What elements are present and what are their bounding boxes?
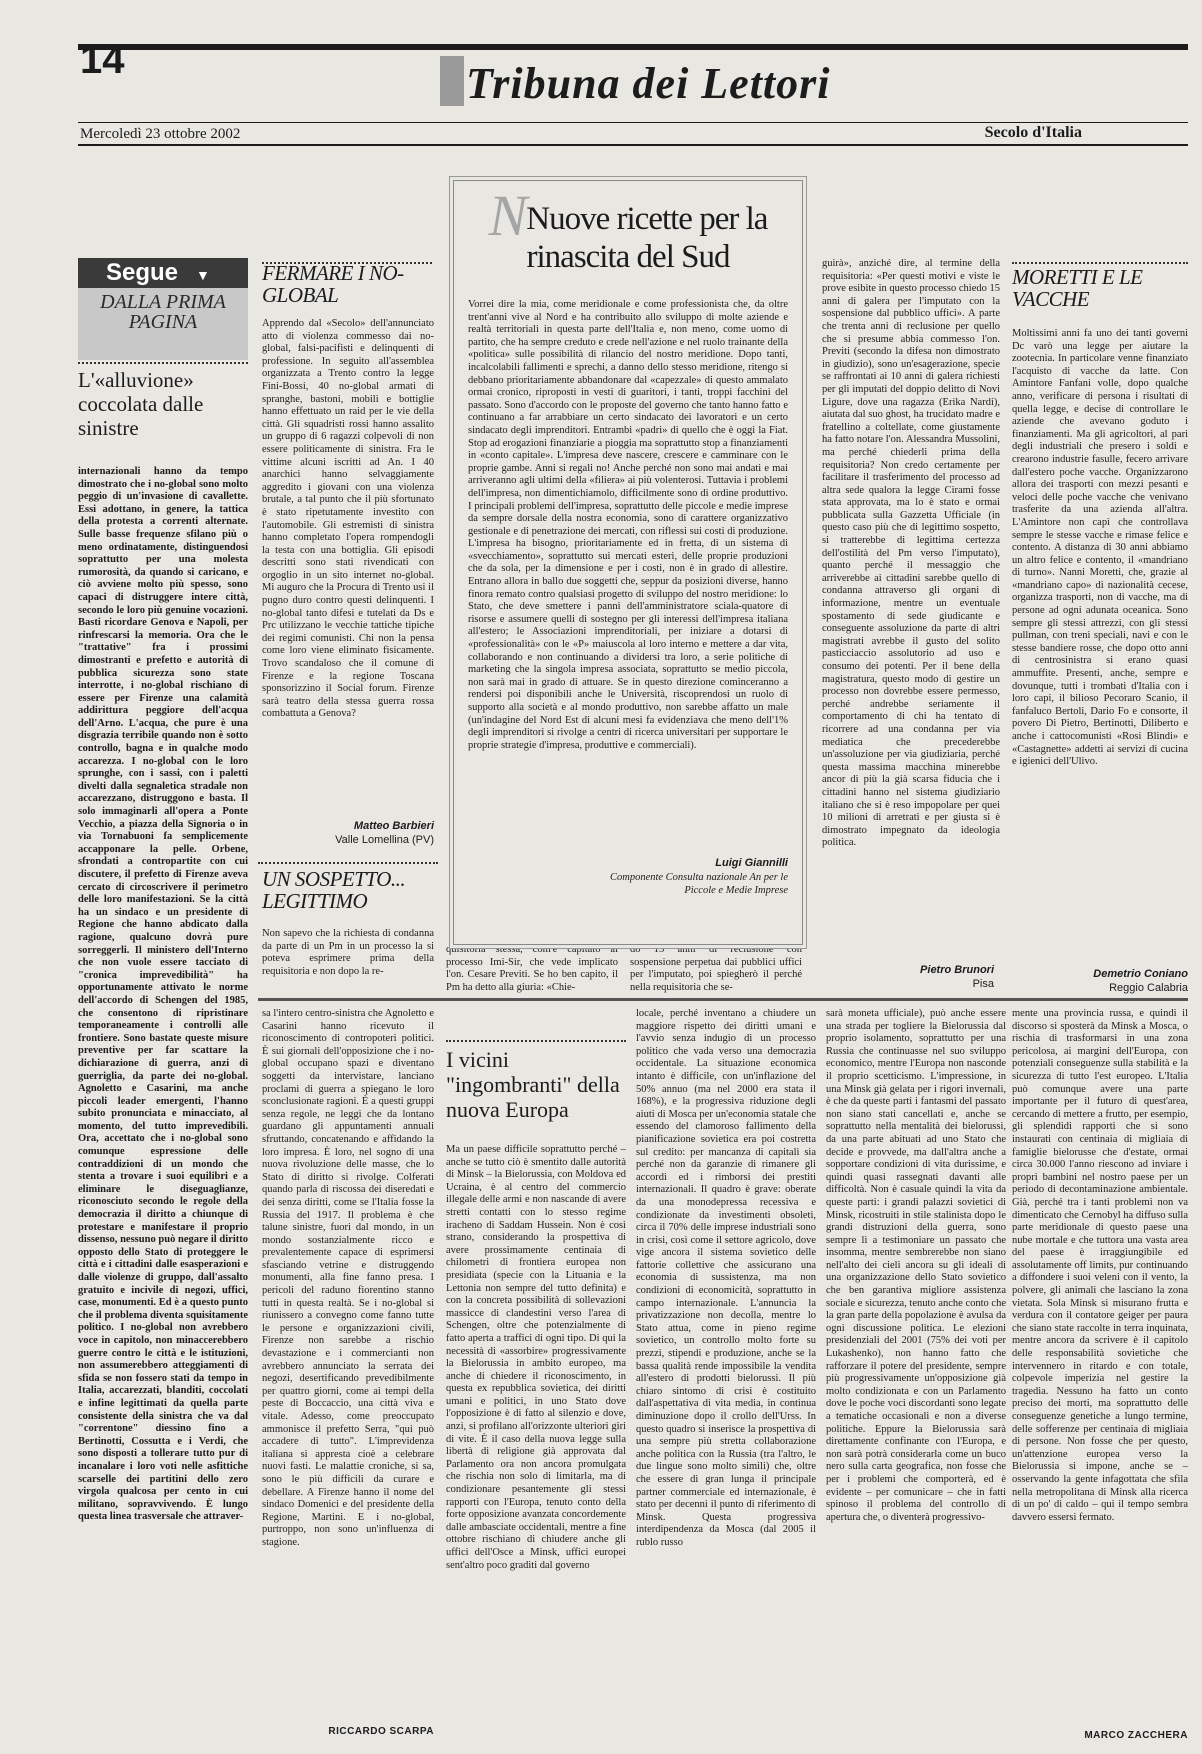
sospetto-divider — [258, 862, 438, 864]
nuove-title-initial: N — [488, 183, 527, 248]
page-number: 14 — [80, 38, 125, 82]
masthead — [440, 56, 831, 109]
fermare-divider — [262, 262, 432, 264]
moretti-divider — [1012, 262, 1188, 264]
sospetto-author: Pietro Brunori — [920, 964, 994, 976]
vicini-col4: mente una provincia russa, e quindi il discorso si sposterà da Minsk a Mosca, o rischia di trasformarsi in una zona pericolosa, ai margini dell'Europa, con potenziali conseguenze sulla stabilità e la sicurezza di tutto l'est europeo. L'Italia può comunque avere una parte importante per il futuro di quest'area, cercando di mettere a frutto, per esempio, gli splendidi rapporti che si sono instaurati con centinaia di migliaia di famiglie bielorusse che d'estate, ormai circa 30.000 l'anno riescono ad inviare i propri bambini nel nostro paese per un periodo di decontaminazione ambientale. Già, perché tra i tanti problemi non va dimenticato che Cernobyl ha diffuso sulla parte meridionale di questo paese una nube mortale e che tuttora una vasta area del paese è irraggiungibile ed assolutamente off limits, pur continuando a diffondere i suoi veleni con il vento, la polvere, gli animali che lasciano la zona vietata. Sola Minsk si misurano frutta e verdura con il contatore geiger per paura che siano state raccolte in terra inquinata, mentre ancora da scrivere è il capitolo delle responsabilità sovietiche che intervennero in ritardo e con totale, colpevole imperizia nel gestire la tragedia. Nessuno ha fatto un conto preciso dei morti, ma soprattutto delle conseguenze genetiche a lungo termine, delle sofferenze per centinaia di migliaia di persone. Non fosse che per questo, un'attenzione europea verso la Bielorussia si impone, anche se – osservando la gente infagottata che sfila nella metropolitana di Minsk alla ricerca di un po' di caldo – qui il tempo sembra davvero essersi fermato. — [1012, 1008, 1188, 1523]
vicini-col1: Ma un paese difficile soprattutto perché – anche se tutto ciò è smentito dalle autorità di Minsk – la Bielorussia, con Moldova ed Ucraina, è al centro del commercio illegale delle armi e non nascande di avere stretti contatti con lo stesso regime iracheno di Saddam Hussein. Non è così strano, considerando la prospettiva di avere prossimamente centinaia di chilometri di frontiera europea non presidiata (specie con la Lituania e la Lettonia non sempre del tutto definita) e con la concreta possibilità di sollevazioni massicce di clandestini verso l'area di Schengen, oltre che potenzialmente di fatto aperta a traffici di ogni tipo. Di qui la necessità di «assorbire» progressivamente la Bielorussia in ambito europeo, ma anche di chiedere il riconoscimento, in questa ex repubblica sovietica, dei diritti umani e politici, in uno Stato dove l'opposizione è di fatto al silenzio e dove, anzi, si profilano all'orizzonte ulteriori giri di vite. È il caso della nuova legge sulla libertà di religione già approvata dal Parlamento ora non ancora promulgata che rischia non solo di limitarla, ma di condizionare pesantemente gli stessi rapporti con l'Europa, tenuto conto della forte opposizione avanzata concordemente dalle ambasciate occidentali, mentre a fine ottobre rischiano di chiudere anche gli uffici dell'Osce a Minsk, uffici europei sent'altro poco graditi dal governo — [446, 1144, 626, 1571]
dateline: Mercoledì 23 ottobre 2002 — [80, 126, 241, 142]
nuove-title-text: Nuove ricette per la rinascita del Sud — [526, 201, 768, 275]
fermare-body: Apprendo dal «Secolo» dell'annunciato atto di violenza commesso dai no-global, falsi-pacifisti e delinquenti di professione. In seguito all'assemblea organizzata a Trento contro la legge Fini-Bossi, 40 no-global armati di spranghe, bastoni, mobili e bottiglie hanno effettuato un raid per le vie della città. Gli squadristi rossi hanno assalito un gruppo di 6 ragazzi colpevoli di non essere politicamente di sinistra. Fra le vittime alcuni iscritti ad An. I 40 anarchici hanno selvaggiamente aggredito i giovani con una violenza brutale, a tal punto che il più sfortunato è stato ripetutamente investito con l'automobile. Gli estremisti di sinistra hanno completato l'opera rompendogli la testa con una bottiglia. Gli episodi descritti sono stati rivendicati con orgoglio in un sito internet no-global. Mi auguro che la Procura di Trento usi il pugno duro contro questi delinquenti. I no-global tanto difesi e tutelati da Ds e Prc utilizzano le vecchie tattiche tipiche dei regimi comunisti. Chi non la pensa come loro viene eliminato fisicamente. Trovo scandaloso che il comune di Firenze e la regione Toscana sponsorizzino il Social forum. Firenze sarà teatro della stessa guerra rossa combattuta a Genova? — [262, 318, 434, 720]
moretti-place: Reggio Calabria — [1109, 982, 1188, 994]
sospetto-cont2: do 15 anni di reclusione con sospensione perpetua dai pubblici uffici per l'imputato, poi spiegherò il perché nella requisitoria che se- — [630, 944, 802, 993]
nuove-role: Componente Consulta nazionale An per le Piccole e Medie Imprese — [609, 872, 788, 896]
vicini-signature: MARCO ZACCHERA — [1084, 1730, 1188, 1741]
segue-dalla-box — [78, 288, 248, 360]
dalla-prima-pagina: DALLA PRIMA PAGINA — [100, 291, 226, 333]
nuove-body: Vorrei dire la mia, come meridionale e come professionista che, da oltre trent'anni vive al Nord e ha contribuito allo sviluppo di molte aziende e realtà territoriali in questa parte dell'Italia e, non meno, come uomo di partito, che ha sempre creduto e crede nell'azione e nel ruolo trainante della «politica» sulle possibilità di rilancio del nostro meridione. Dopo tanti, incalcolabili fallimenti e sprechi, a danno dello stesso meridione, ritengo si debbano prioritariamente abbandonare dal «capezzale» di questo ammalato ormai cronico, riproposti in vesti di guaritori, i tanti, troppi facchini del passato. Sono d'accordo con le proposte del governo che tanto hanno fatto e continuano a far arrabbiare un certo sindacato dei lavoratori e un certo sindacato degli imprenditori. Entrambi «padri» di quello che è oggi la Fiat. Stop ad erogazioni finanziarie a pioggia ma soprattutto stop a finanziamenti in «conto capitale». L'impresa deve nascere, crescere e camminare con le proprie gambe. Anni si regali no! Anche perché non sono mai andati e mai arriveranno agli ultimi della «filiera» ai più volenterosi. Tuttavia i problemi dell'impresa, non dimentichiamolo, difficilmente sono di ordine produttivo. I principali problemi dell'impresa, soprattutto delle piccole e medie imprese da sempre dorsale della nostra economia, sono di carattere organizzativo gestionale e di penetrazione dei mercati, con riflessi sui costi di produzione. L'impresa ha bisogno, prioritariamente ed in fretta, di un sistema di «svecchiamento», soprattutto sui mercati esteri, delle proprie produzioni che da sola, per la dimensione e per i costi, non è in grado di allestire. Entrano allora in ballo due soggetti che, seppur da posizioni diverse, hanno finora remato contro qualsiasi progetto di sviluppo del nostro meridione: lo Stato, che deve smettere i panni dell'amministratore sciala-quatore di risorse e assumere quelli di sostegno per gli interessi dell'impresa italiana all'estero; le Associazioni imprenditoriali, per iniziare a dotarsi di «professionalità» con le «P» maiuscola al loro interno e mettere a dar vita, collaborando e non continuando a dividersi tra loro, a serie politiche di marketing che la singola impresa associata, soprattutto se medio piccola, non sarà mai in grado di attuare. Se in questo direzione cominceranno a rendersi poi disponibili anche le Università, riscoprendosi un ruolo di supporto alla società e al mondo produttivo, non sarebbe affatto un male (un'indagine del Nord Est di alcuni mesi fa evidenziava che meno dell'1% degli imprenditori si rivolge a centri di ricerca universitari per supportare le proprie strategie d'impresa, produttive e commerciali). — [468, 299, 788, 751]
section-separator — [258, 998, 1188, 1001]
triangle-down-icon: ▼ — [196, 267, 210, 283]
segue-divider — [78, 362, 248, 364]
header-rule-top — [78, 122, 1188, 123]
vicini-title: I vicini "ingombranti" della nuova Europa — [446, 1047, 620, 1122]
segue-headline: L'«alluvione» coccolata dalle sinistre — [78, 368, 204, 440]
segue-col2: sa l'intero centro-sinistra che Agnoletto e Casarini hanno ricevuto il riconoscimento di contropoteri politici. È sui giornali dell'opposizione che i no-global occupano spazi e diventano soggetti da intervistare, lanciano proclami di guerra a spiegano le loro sconclusionate ragioni. È a questi gruppi senza regole, ne leggi che da lontano guardano gli appuntamenti annuali sfruttando, concatenando e affidando la loro impresa. È loro, nel sogno di una nuova rivoluzione delle masse, che lo Stato di diritto si rivolge. Colferati quando parla di riscossa dei diseredati e dei senza diritti, come se l'Italia fosse la Russia del 1917. Il problema è che talune sinistre, fuori dal mondo, in un mondo sostanzialmente ricco e prevalentemente capace di esprimersi sfasciando vetrine e distruggendo monumenti, alla fine fanno presa. I pericoli del raduno fiorentino stanno tutti in questa realtà. Se i no-global si riunissero a convegno come fanno tutte le persone e organizzazioni civili, Firenze non sarebbe a rischio devastazione e i commercianti non avrebbero annunciato la serrata dei negozi, desertificando prevedibilmente per quattro giorni, come ai tempi della peste di Boccaccio, una città viva e vitale. Adesso, come preoccupato ammonisce il prefetto Serra, "qui può accadere di tutto". L'imprevidenza italiana si appresta cioè a celebrare nuovi fasti. Le malattie croniche, si sa, sono le più difficili da curare e debellare. A Firenze hanno il nome del sindaco Domenici e del presidente della Regione, Martini. E i no-global, purtroppo, non sono un'influenza di stagione. — [262, 1008, 434, 1548]
moretti-body: Moltissimi anni fa uno dei tanti governi Dc varò una legge per aiutare la zootecnia. In particolare venne finanziato l'acquisto di vacche da latte. Con Amintore Fanfani volle, dopo qualche anno, verificare di persona i risultati di quella legge, e decise di controllare le aziende che avevano goduto i finanziamenti. Ma gli agricoltori, al pari degli industriali che presero i soldi e crearono industrie fasulle, fecero arrivare dall'estero poche vacche. Organizzarono allora dei trasporti con mezzi pesanti e veloci delle poche vacche che venivano trasferite da una azienda all'altra. L'Amintore non capì che controllava sempre le stesse vacche e rimase felice e contento. A distanza di 30 anni abbiamo un altro felice e contento, il «mandriano di turno». Nanni Moretti, che, grazie al «mandriano capo» di nazionalità cecese, organizza trasporti, non di vacche, ma di persone ad ogni adunata oceanica. Sono sempre gli stessi attrezzi, con gli stessi pullman, con treni speciali, navi e con le stesse bandiere rosse, che dopo otto anni di centrosinistra si erano quasi ammuffite. Presenti, anche, sempre e dovunque, tutti i trombati d'Italia con i loro capi, il bilioso Pecoraro Scanio, il fanfaluco Bertoli, Dario Fo e consorte, il povero Di Pietro, Bertinotti, Diliberto e anche i cattocomunisti «Rosi Blindi» e «Castagnette» addetti ai servizi di cucina e igienici dell'Ulivo. — [1012, 328, 1188, 768]
vicini-col3: sarà moneta ufficiale), può anche essere una strada per togliere la Bielorussia dal proprio isolamento, soprattutto per una Russia che continuasse nel suo sviluppo economico, mentre l'Europa non nasconde il proprio scetticismo. L'impressione, in una Minsk già gelata per i rigori invernali, è che da queste parti i fantasmi del passato non siano stati cancellati e, anche se soprattutto nella mentalità dei bielorussi, da una parte abituati ad uno Stato che decide e provvede, ma dall'altra anche a sopportare condizioni di vita durissime, e quindi quasi rassegnati davanti alle difficoltà. Non è casuale quindi la vita da queste parti: i grandi palazzi sovietici di Minsk, ricostruiti in stile stalinista dopo le grandi distruzioni della guerra, sono sempre lì a testimoniare un passato che insomma, mentre sembrerebbe non siano nell'alto dei cieli ancora su gli ideali di una organizzazione dello Stato sovietico che ben garantiva migliore assistenza sociale e sicurezza, tenuto anche conto che la gran parte della popolazione è avulsa da ogni discussione politica. Le elezioni presidenziali del 2001 (75% dei voti per Lukashenko), non hanno fatto che rafforzare il potere del presidente, sempre più progressivamente un'opposizione già molto condizionata e con un Parlamento dove le poche voci discordanti sono legate a tematiche occasionali e non a diverse politiche. Eppure la Bielorussia sarà direttamente confinante con l'Europa, e non sarà potrà considerarla come un buco nero sulla carta geografica, non fosse che per i problemi che comporterà, ed è evidente – per comunicare – che in fatti spinoso il problema del controllo di apertura che, o diventerà progressivo- — [826, 1008, 1006, 1523]
fermare-title: FERMARE I NO-GLOBAL — [262, 261, 404, 307]
sospetto-place: Pisa — [972, 978, 994, 990]
segue-col1: internazionali hanno da tempo dimostrato che i no-global sono molto peggio di un'invasione di cavallette. Essi adottano, in genere, la tattica della protesta a correnti alternate. Sulle basse frequenze sfilano più o meno ordinatamente, distinguendosi soprattutto per una molesta rumorosità, da quando si caricano, e ciò avviene molto più spesso, sono capaci di distruggere intere città, secondo le loro più genuine vocazioni. Basti ricordare Genova e Napoli, per rinfrescarsi la memoria. Ora che le "trattative" fra i prossimi dimostranti e prefetto e autorità di pubblica sicurezza sono state interrotte, i no-global rischiano di essere per Firenze una calamità addirittura peggiore dell'acqua dell'Arno. L'acqua, che pure è una disgrazia terribile quando non è sotto controllo, bagna e in qualche modo accarezza. I no-global con le loro sprunghe, con i sassi, con i paletti divelti dalla segnaletica stradale non accarezzano, distruggono e basta. Il solo immaginarli all'opera a Ponte Vecchio, a piazza della Signoria o in via Tornabuoni fa semplicemente accapponare la pelle. Orbene, sfrondati a contropartite con cui discutere, il prefetto di Firenze aveva cercato di circoscrivere il perimetro delle loro manifestazioni. Se la città ha un sindaco e un presidente di Regione che hanno abdicato dalla ragione, qualcuno dovrà pure sorreggerli. Il ministero dell'Interno che non vuole essere tacciato di "cronica imprevedibilità" ha opportunamente attivato le norme dell'accordo di Schengen del 1985, che consentono di ripristinare temporaneamente i controlli alle frontiere. Sono bastate queste misure preventive per far scattare la dichiarazione di guerra, anzi di guerriglia, da parte dei no-global. Agnoletto e Casarini, ma anche piccoli leader emergenti, l'hanno subito pronunciata e minacciato, al momento, del tutto imprevedibili. Ora, accettato che i no-global sono comunque espressione delle contraddizioni di un mondo che stenta a trovare i suoi equilibri e a eliminare le diseguaglianze, riconosciuto secondo le regole della democrazia il diritto a chiunque di protestare e manifestare il proprio dissenso, nessuno può negare il diritto opposto dello Stato di proteggere le città e i cittadini dalle esasperazioni e dalle violenze di gruppo, dall'assalto gratuito e incivile di negozi, uffici, case, monumenti. Ed è a questo punto che il problema diventa squisitamente politico. I no-global non avrebbero voce in capitolo, non minaccerebbero guerre contro le città e le istituzioni, non assumerebbero atteggiamenti di sfida se non fossero stati da tempo in Italia, accarezzati, blanditi, coccolati e infine legittimati da quella parte consistente della sinistra che va dal "correntone" diessino fino a Bertinotti, Cossutta e i Verdi, che sono disposti a tollerare tutto pur di incanalare i loro voti nelle asfittiche scarselle dei partitini dello zero virgola qualcosa per cento in cui militano, sopravvivendo. È lungo questa linea trasversale che attraver- — [78, 466, 248, 1523]
segue-banner — [78, 258, 248, 288]
nuove-title — [454, 183, 802, 276]
fermare-place: Valle Lomellina (PV) — [335, 834, 434, 846]
masthead-title: Tribuna dei Lettori — [466, 59, 831, 108]
segue-signature: RICCARDO SCARPA — [328, 1726, 434, 1737]
sospetto-body: Non sapevo che la richiesta di condanna da parte di un Pm in un processo la si poteva esprimere prima della requisitoria e non dopo la re- — [262, 928, 434, 977]
nuove-ricette-box — [453, 180, 803, 945]
sospetto-col-right: guirà», anziché dire, al termine della requisitoria: «Per questi motivi e viste le prove esibite in questo processo chiedo 15 anni di galera per l'imputato con la sospensione dal pubblico uffici». A parte che trenta anni di reclusione per quello che si presume abbia commesso l'on. Previti (secondo la difesa non dimostrato in giudizio), sono un'esagerazione, specie se raffrontati ai 10 anni di galera richiesti per gli imputati del doppio delitto di Novi Ligure, dove una ragazza (Erika Nardi), aiutata dal suo ghost, ha trucidato madre e fratellino a coltellate, come giustamente ha fatto notare l'on. Alessandra Mussolini, ma perché chiederli prima della requisitoria? Non credo certamente per facilitare il trasferimento del processo ad altra sede qualora la legge Cirami fosse stata approvata, ma lo è stato e ormai pubblicata sulla Gazzetta Ufficiale (in questo caso più che di legittimo sospetto, si tratterebbe di legittima certezza dell'ostilità del Pm verso l'imputato), quanto perché il messaggio che arriverebbe ai cittadini sarebbe quello di condanna attraverso gli organi di informazione, mentre un eventuale spostamento di sede giudicante e conseguente assoluzione da parte di altri magistrati avrebbe il gusto del solito pasticciaccio assolutorio ad uso e consumo dei potenti. Per il bene della magistratura, questo modo di gestire un processo non dovrebbe essere permesso, perché andrebbe seriamente il comportamento di chi ha tentato di ricorrere ad una condanna per via mediatica che precederebbe un'assoluzione per via giudiziaria, perché questa massima macchina minerebbe ancor di più la già scarsa fiducia che i cittadini hanno nel sistema giudiziario italiano che si è reso impopolare per quei 10 milioni di arretrati e per giusta si è dimostrato impegnato da ideologia politica. — [822, 258, 1000, 849]
moretti-title: MORETTI E LE VACCHE — [1012, 265, 1143, 311]
top-rule — [78, 44, 1188, 50]
segue-label: Segue — [106, 259, 179, 286]
sospetto-cont1: quisitoria stessa, com'è capitato al processo Imi-Sir, che vede implicato l'on. Cesare Previti. Se ho ben capito, il Pm ha detto alla giuria: «Chie- — [446, 944, 618, 993]
sospetto-title: UN SOSPETTO... LEGITTIMO — [262, 867, 406, 913]
masthead-initial-block — [440, 56, 464, 106]
moretti-author: Demetrio Coniano — [1093, 968, 1188, 980]
newspaper-name: Secolo d'Italia — [984, 124, 1082, 141]
fermare-author: Matteo Barbieri — [353, 820, 434, 832]
header-rule-bottom — [78, 144, 1188, 146]
nuove-author: Luigi Giannilli — [715, 857, 788, 869]
vicini-divider — [446, 1040, 626, 1042]
vicini-col2: locale, perché inventano a chiudere un maggiore rispetto dei diritti umani e l'avvio senza indugio di un processo politico che vada verso una democrazia occidentale. La situazione economica intanto è difficile, con un'inflazione del 50% annuo (ma nel 2000 era stata il 168%), e la progressiva riduzione degli aiuti di Mosca per un'economia statale che essendo del clamoroso fallimento della pianificazione sovietica era poi costretta sul credito: per mancanza di capitali sia perché non da garanzie di rimanere gli accordi ed i rimborsi dei prestiti internazionali. Il quadro è grave: oberate da una monodepressa recessiva e condizionate da investimenti obsoleti, circa il 70% delle imprese industriali sono in crisi, così come il settore agricolo, dove vige ancora il sistema sovietico delle fattorie collettive che assicurano una economia di sussistenza, ma non condizioni di economicità, soprattutto in campo internazionale. L'annuncia la privatizzazione non decolla, mentre lo Stato attua, come in pieno regime sovietico, un controllo molto forte su prezzi, stipendi e produzione, anche se la bassa qualità rende impossibile la vendita all'estero di prodotti bielorussi. Il più chiaro sintomo di crisi è costituito dall'aspettativa di vita media, in continua diminuzione dopo il crollo dell'Urss. In questo quadro si inserisce la prospettiva di una sempre più stretta collaborazione anche politica con la Russia (tra l'altro, le due lingue sono molto simili) che, oltre che essere di gran lunga il principale partner commerciale ed internazionale, è stato per decenni il punto di riferimento di Minsk. Questa progressiva interdipendenza da Mosca (dal 2005 il rublo russo — [636, 1008, 816, 1548]
